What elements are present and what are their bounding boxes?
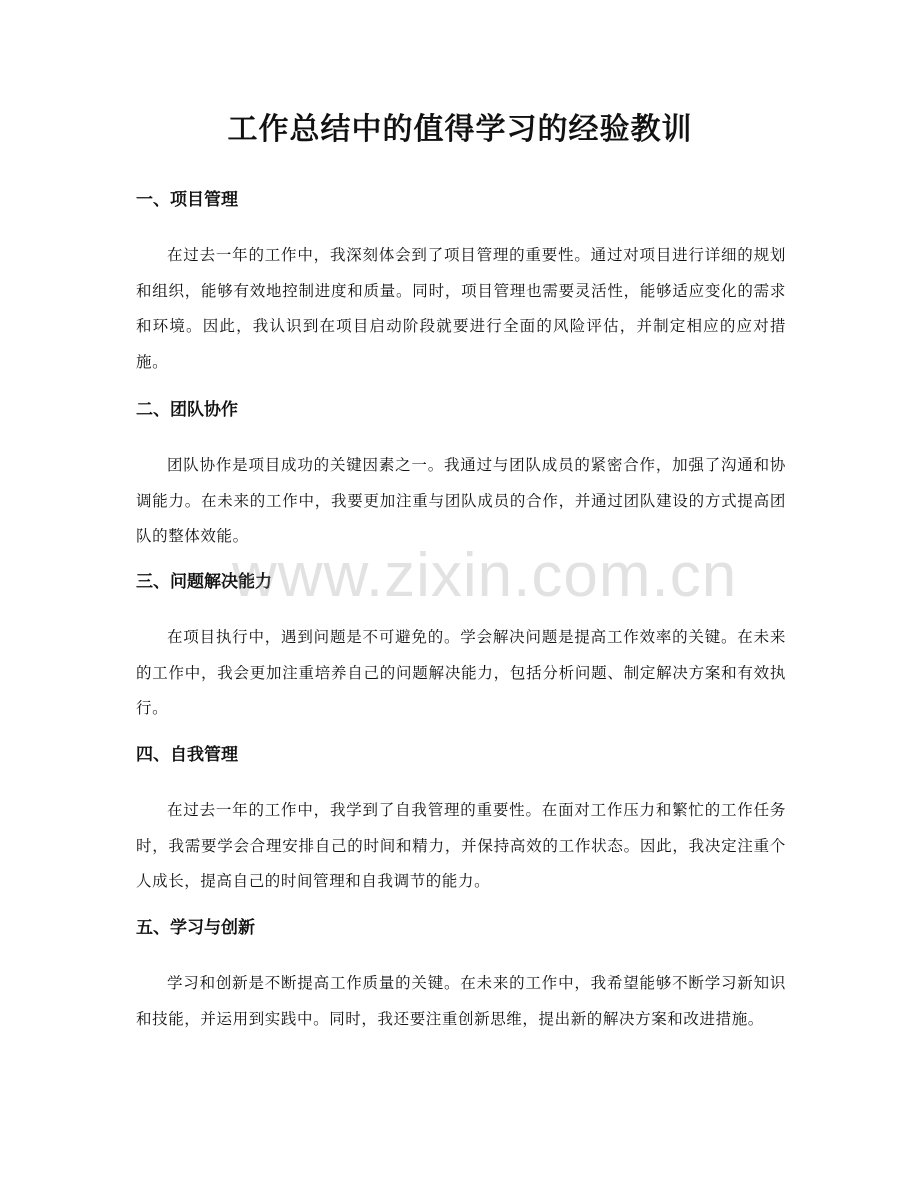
watermark: www.zixin.com.cn [232,541,738,610]
section-project-management [136,186,786,380]
document-title: 工作总结中的值得学习的经验教训 [227,112,693,147]
section-body: 学习和创新是不断提高工作质量的关键。在未来的工作中，我希望能够不断学习新知识和技能，并运用到实践中。同时，我还要注重创新思维，提出新的解决方案和改进措施。 [136,974,786,1028]
section-self-management [136,741,786,900]
section-body: 团队协作是项目成功的关键因素之一。我通过与团队成员的紧密合作，加强了沟通和协调能力。在未来的工作中，我要更加注重与团队成员的合作，并通过团队建设的方式提高团队的整体效能。 [136,456,786,545]
section-heading: 二、团队协作 [136,400,238,420]
section-heading: 五、学习与创新 [136,918,255,938]
section-body: 在过去一年的工作中，我深刻体会到了项目管理的重要性。通过对项目进行详细的规划和组织，能够有效地控制进度和质量。同时，项目管理也需要灵活性，能够适应变化的需求和环境。因此，我认识到在项目启动阶段就要进行全面的风险评估，并制定相应的应对措施。 [136,246,786,371]
section-heading: 一、项目管理 [136,190,238,210]
section-heading: 四、自我管理 [136,745,238,765]
section-body: 在项目执行中，遇到问题是不可避免的。学会解决问题是提高工作效率的关键。在未来的工作中，我会更加注重培养自己的问题解决能力，包括分析问题、制定解决方案和有效执行。 [136,628,786,717]
section-team-collaboration [136,396,786,555]
section-body: 在过去一年的工作中，我学到了自我管理的重要性。在面对工作压力和繁忙的工作任务时，我需要学会合理安排自己的时间和精力，并保持高效的工作状态。因此，我决定注重个人成长，提高自己的时间管理和自我调节的能力。 [136,801,786,890]
section-heading: 三、问题解决能力 [136,572,272,592]
section-problem-solving [136,568,786,727]
section-learning-innovation [136,914,786,1037]
